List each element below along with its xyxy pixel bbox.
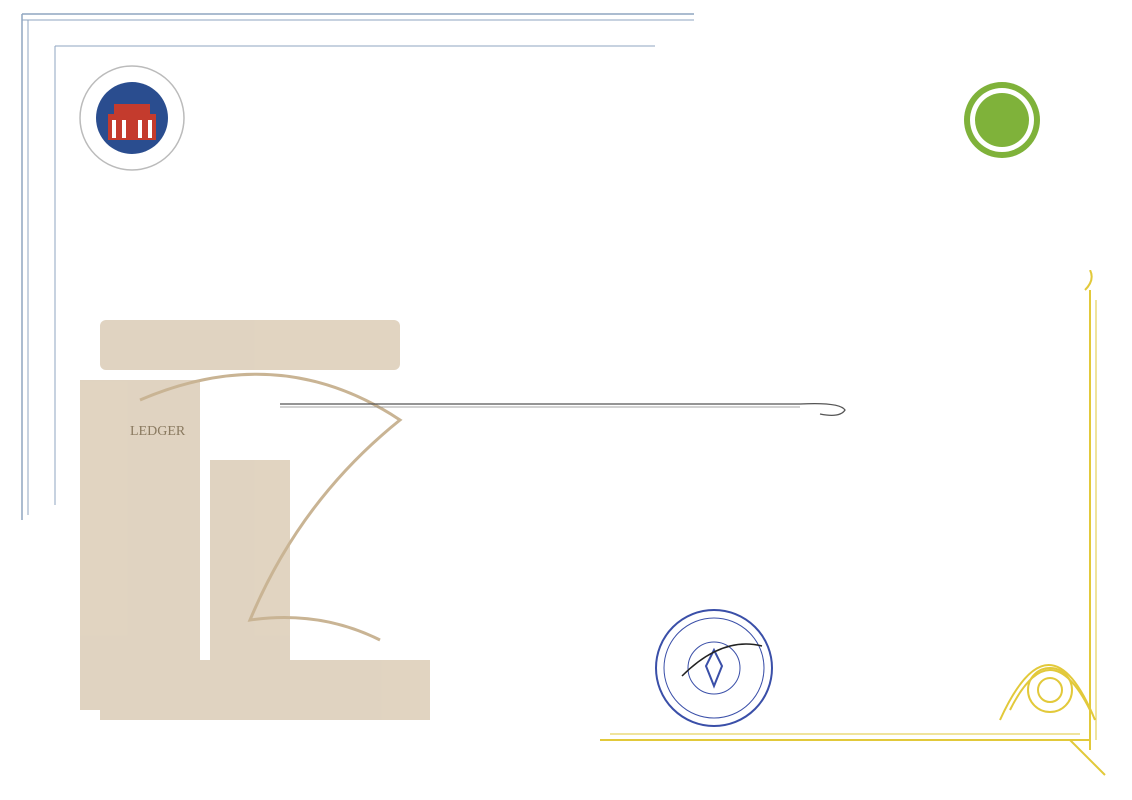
svg-text:LEDGER: LEDGER: [130, 424, 186, 439]
university-logo: [78, 64, 186, 172]
name-underline-flourish: [280, 398, 860, 422]
official-stamp: [652, 606, 776, 730]
background-engraving: [80, 280, 440, 740]
department-logo: [945, 62, 1055, 172]
